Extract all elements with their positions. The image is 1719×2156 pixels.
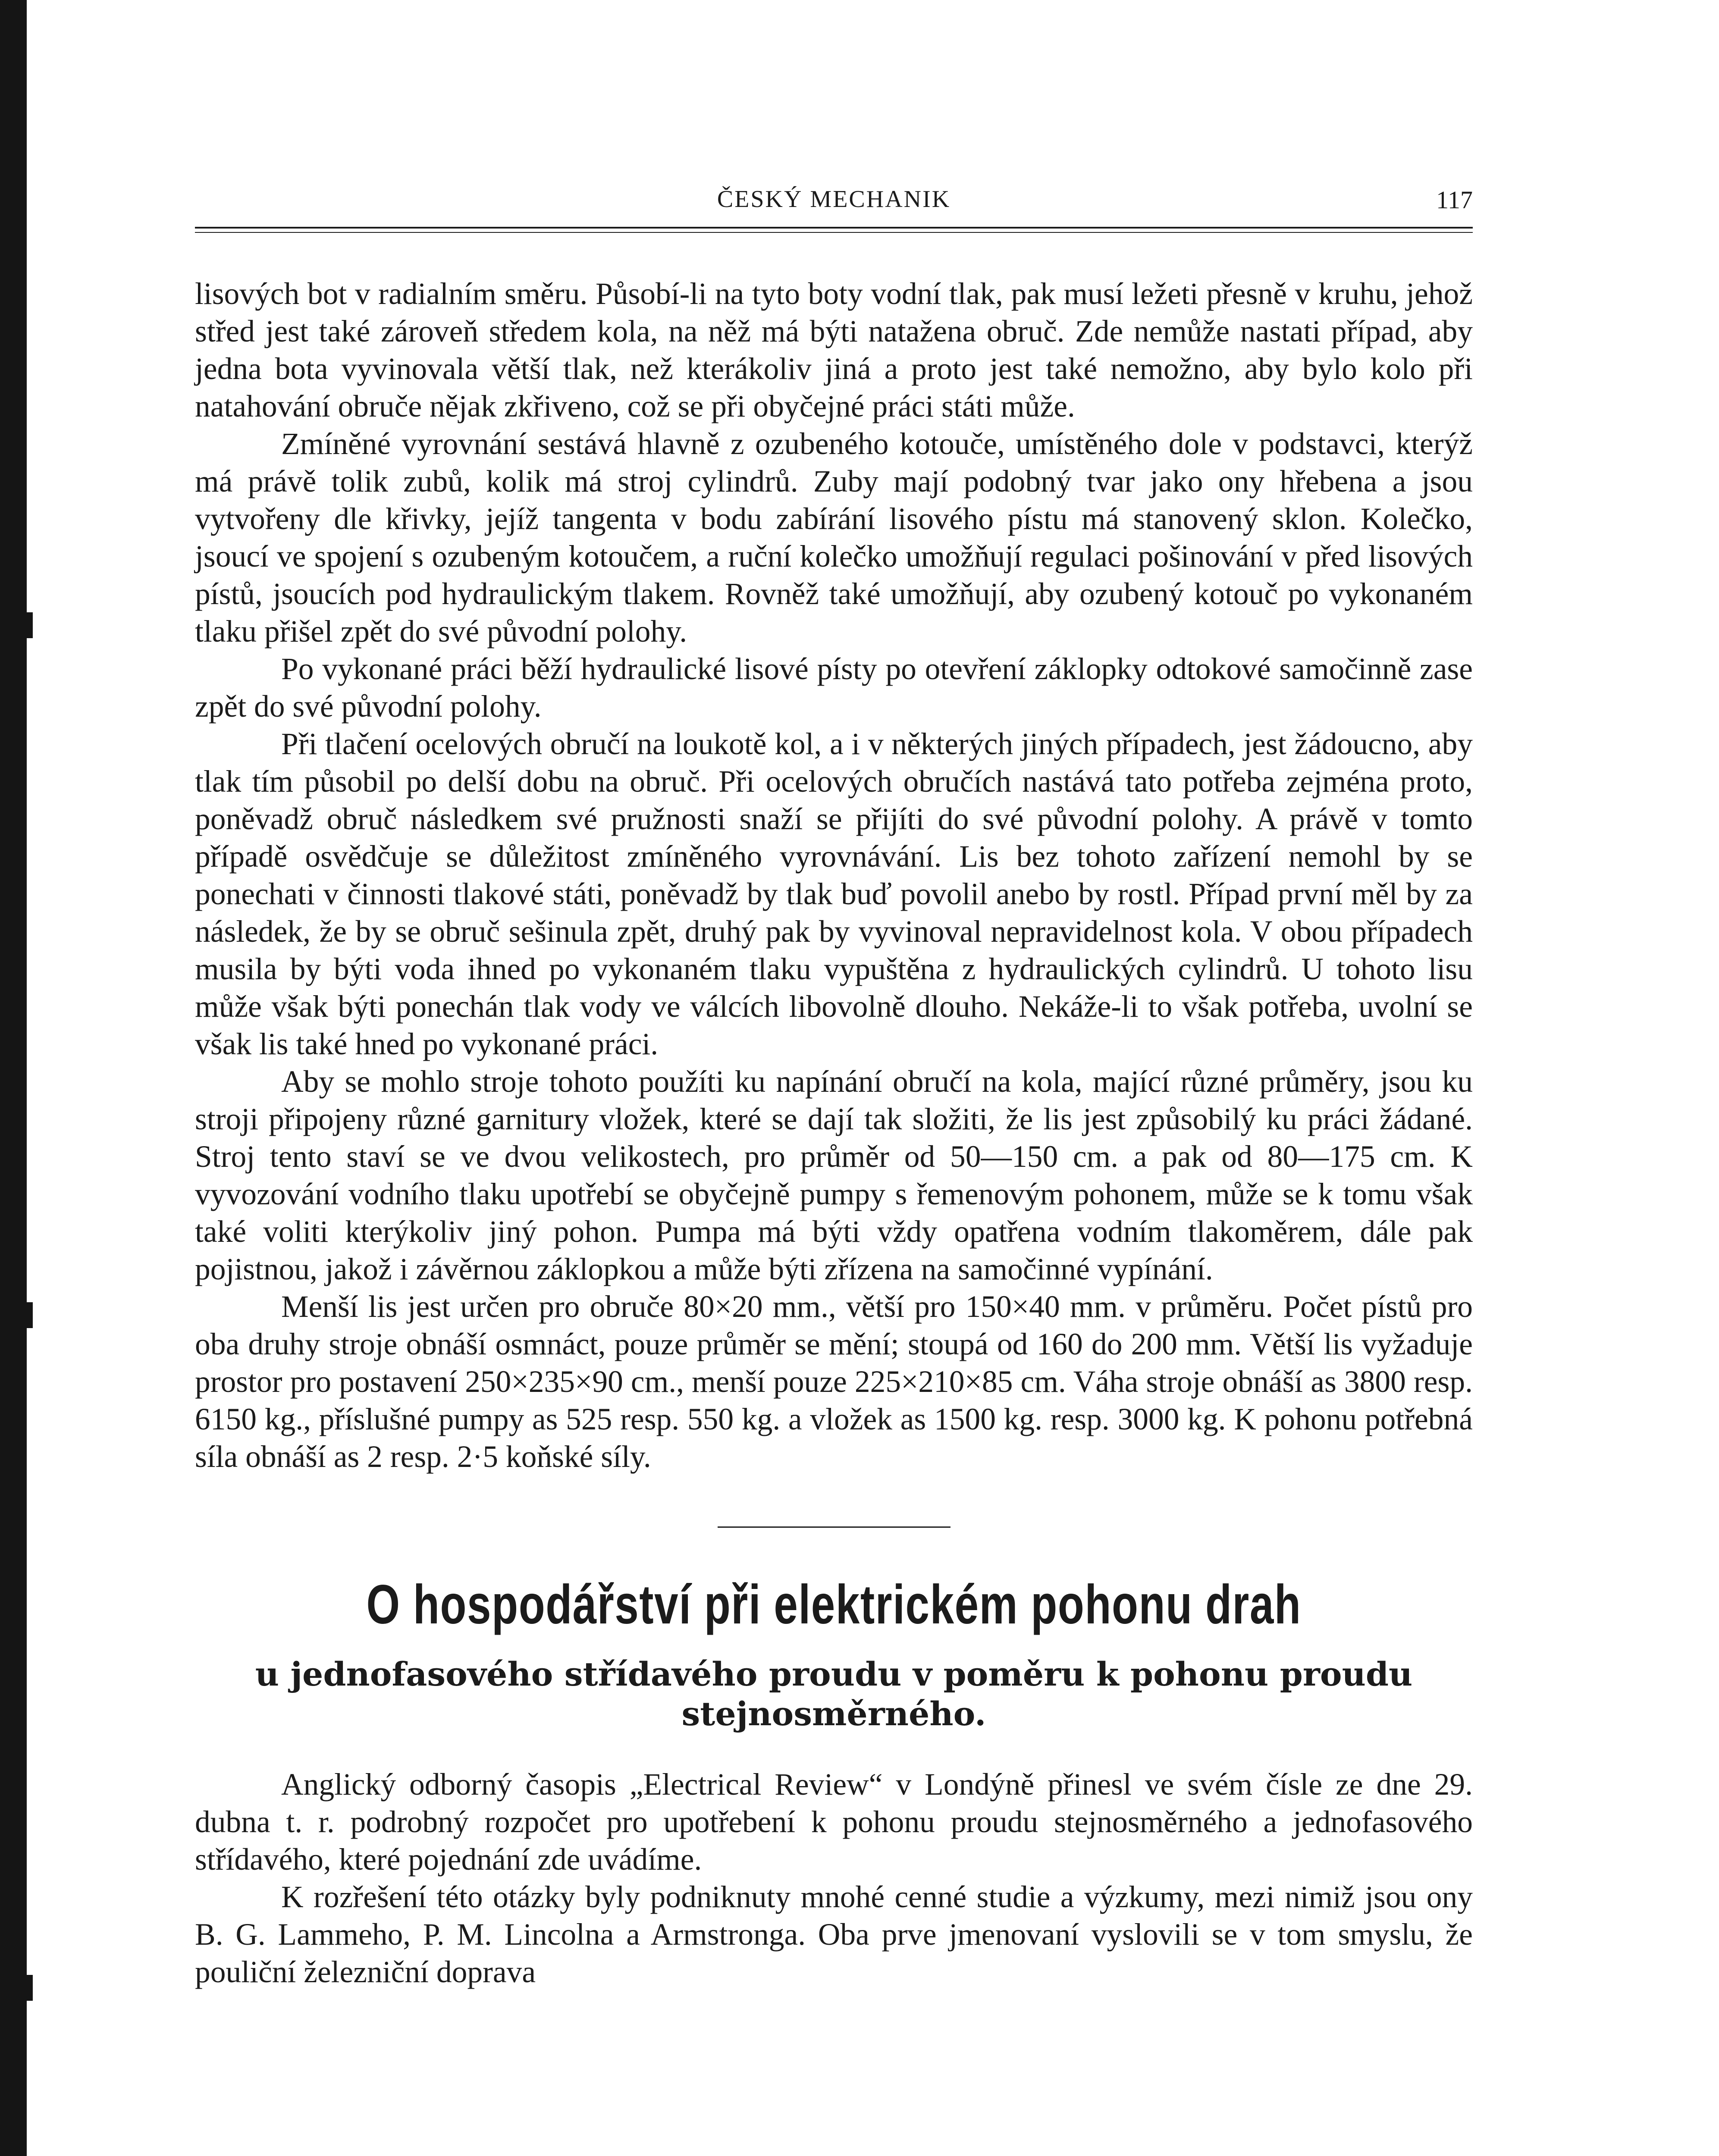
scan-border-notch <box>27 1302 33 1328</box>
page-header <box>195 177 1473 224</box>
paragraph: Po vykonané práci běží hydraulické lisové písty po otevření záklopky odtokové samočinně zase zpět do své původní polohy. <box>195 652 1473 724</box>
page-number: 117 <box>1436 186 1473 214</box>
scan-border-notch <box>27 1975 33 2001</box>
section-divider <box>718 1526 950 1528</box>
article-title: O hospodářství při elektrickém pohonu drah <box>366 1574 1302 1636</box>
paragraph: Menší lis jest určen pro obruče 80×20 mm., větší pro 150×40 mm. v průměru. Počet pístů pro oba druhy stroje obnáší osmnáct, pouze průměr se mění; stoupá od 160 do 200 mm. Větší lis vyžaduje prostor pro postavení 250×235×90 cm., menší pouze 225×210×85 cm. Váha stroje obnáší as 3800 resp. 6150 kg., příslušné pumpy as 525 resp. 550 kg. a vložek as 1500 kg. resp. 3000 kg. K pohonu potřebná síla obnáší as 2 resp. 2·5 koňské síly. <box>195 1290 1473 1474</box>
paragraph: Zmíněné vyrovnání sestává hlavně z ozubeného kotouče, umístěného dole v podstavci, kterýž má právě tolik zubů, kolik má stroj cylindrů. Zuby mají podobný tvar jako ony hřebena a jsou vytvořeny dle křivky, jejíž tangenta v bodu zabírání lisového pístu má stanovený sklon. Kolečko, jsoucí ve spojení s ozubeným kotoučem, a ruční kolečko umožňují regulaci pošinování v před lisových pístů, jsoucích pod hydraulickým tlakem. Rovněž také umožňují, aby ozubený kotouč po vykonaném tlaku přišel zpět do své původní polohy. <box>195 427 1473 649</box>
scan-border-notch <box>27 612 33 638</box>
paragraph: lisových bot v radialním směru. Působí-li na tyto boty vodní tlak, pak musí ležeti přesně v kruhu, jehož střed jest také zároveň středem kola, na něž má býti natažena obruč. Zde nemůže nastati případ, aby jedna bota vyvinovala větší tlak, než kterákoliv jiná a proto jest také nemožno, aby bylo kolo při natahování obruče nějak zkřiveno, což se při obyčejné práci státi může. <box>195 277 1473 423</box>
header-rule <box>195 227 1473 229</box>
paragraph: Aby se mohlo stroje tohoto použíti ku napínání obručí na kola, mající různé průměry, jsou ku stroji připojeny různé garnitury vložek, které se dají tak složiti, že lis jest způsobilý ku práci žádané. Stroj tento staví se ve dvou velikostech, pro průměr od 50—150 cm. a pak od 80—175 cm. K vyvozování vodního tlaku upotřebí se obyčejně pumpy s řemenovým pohonem, může se k tomu však také voliti kterýkoliv jiný pohon. Pumpa má býti vždy opatřena vodním tlakoměrem, dále pak pojistnou, jakož i závěrnou záklopkou a může býti zřízena na samočinné vypínání. <box>195 1065 1473 1286</box>
scan-border <box>0 0 27 2156</box>
running-title: ČESKÝ MECHANIK <box>717 186 951 213</box>
paragraph: Při tlačení ocelových obručí na loukotě kol, a i v některých jiných případech, jest žádoucno, aby tlak tím působil po delší dobu na obruč. Při ocelových obručích nastává tato potřeba zejména proto, poněvadž obruč následkem své pružnosti snaží se přijíti do své původní polohy. A právě v tomto případě osvědčuje se důležitost zmíněného vyrovnávání. Lis bez tohoto zařízení nemohl by se ponechati v činnosti tlakové státi, poněvadž by tlak buď povolil anebo by rostl. Případ první měl by za následek, že by se obruč sešinula zpět, druhý pak by vyvinoval nepravidelnost kola. V obou případech musila by býti voda ihned po vykonaném tlaku vypuštěna z hydraulických cylindrů. U tohoto lisu může však býti ponechán tlak vody ve válcích libovolně dlouho. Nekáže-li to však potřeba, uvolní se však lis také hned po vykonané práci. <box>195 727 1473 1061</box>
body-text <box>195 275 1473 1476</box>
paragraph: K rozřešení této otázky byly podniknuty mnohé cenné studie a výzkumy, mezi nimiž jsou ony B. G. Lammeho, P. M. Lincolna a Armstronga. Oba prve jmenovaní vyslovili se v tom smyslu, že pouliční železniční doprava <box>195 1880 1473 1989</box>
article-text <box>195 1766 1473 1991</box>
article-subtitle: u jednofasového střídavého proudu v poměru k pohonu proudu stejnosměrného. <box>255 1655 1413 1733</box>
paragraph: Anglický odborný časopis „Electrical Review“ v Londýně přinesl ve svém čísle ze dne 29. dubna t. r. podrobný rozpočet pro upotřebení k pohonu proudu stejnosměrného a jednofasového střídavého, které pojednání zde uvádíme. <box>195 1767 1473 1877</box>
page <box>195 177 1473 1991</box>
